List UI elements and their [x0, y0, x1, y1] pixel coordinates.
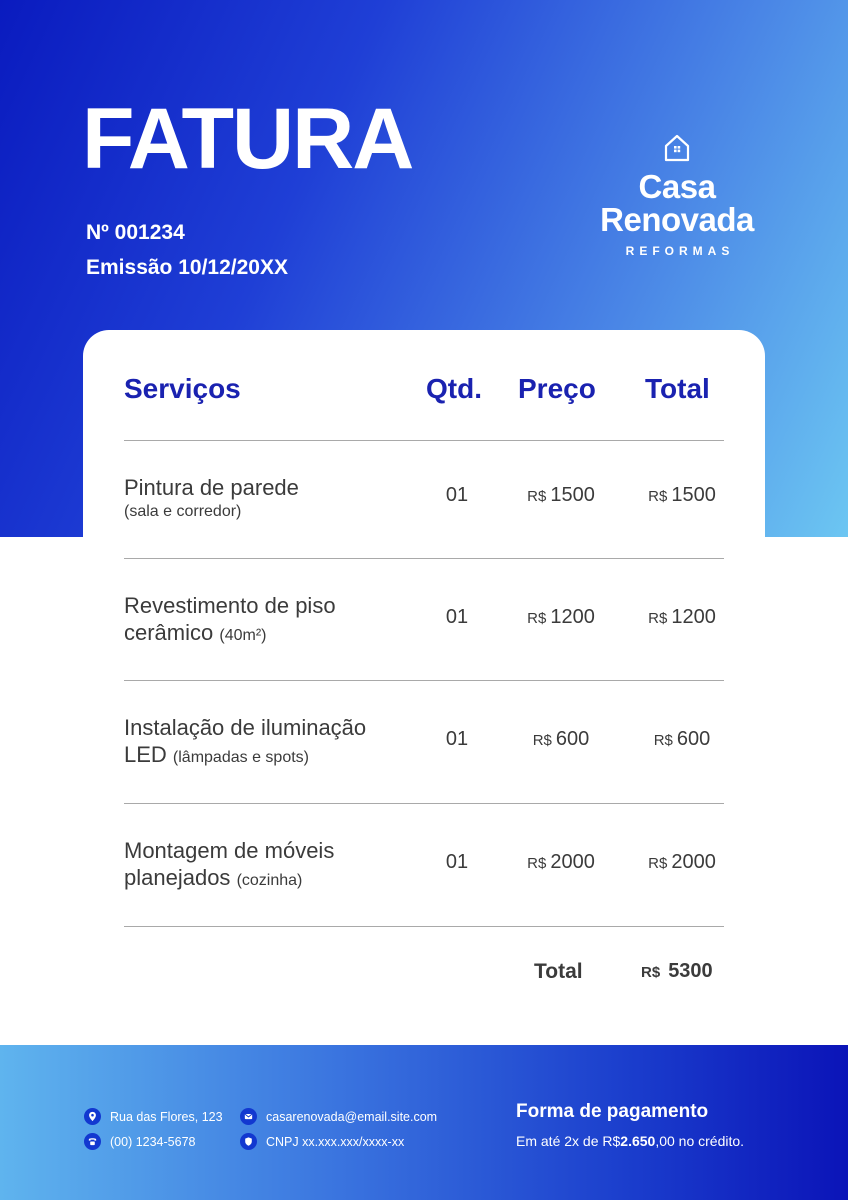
- service-qty: 01: [445, 484, 469, 506]
- service-qty: 01: [445, 606, 469, 628]
- brand-name-line2: Renovada: [600, 201, 754, 238]
- address-text: Rua das Flores, 123: [110, 1109, 223, 1124]
- table-divider: [124, 926, 724, 927]
- payment-prefix: Em até 2x de R$: [516, 1133, 621, 1149]
- table-divider: [124, 558, 724, 559]
- table-divider: [124, 803, 724, 804]
- currency-symbol: R$: [641, 964, 661, 981]
- service-price-value: 1200: [550, 606, 595, 628]
- service-total: [622, 851, 742, 874]
- service-price: [500, 484, 622, 507]
- service-name-line2: LED: [124, 742, 167, 767]
- service-name-line1: Instalação de iluminação: [124, 715, 367, 740]
- location-pin-icon: [84, 1108, 101, 1125]
- invoice-title: FATURA: [82, 91, 413, 187]
- phone-icon: [84, 1133, 101, 1150]
- currency-symbol: R$: [527, 488, 547, 505]
- service-total-value: 2000: [671, 851, 716, 873]
- service-price-value: 2000: [550, 851, 595, 873]
- currency-symbol: R$: [532, 732, 552, 749]
- phone-text: (00) 1234-5678: [110, 1134, 196, 1149]
- shield-icon: [240, 1133, 257, 1150]
- service-name-line1: Revestimento de piso: [124, 593, 336, 618]
- currency-symbol: R$: [527, 855, 547, 872]
- service-note: (cozinha): [236, 872, 303, 889]
- service-description: [124, 592, 414, 649]
- grand-total-amount: 5300: [668, 960, 713, 982]
- column-header-services: Serviços: [124, 373, 241, 404]
- payment-terms: [516, 1133, 744, 1149]
- currency-symbol: R$: [648, 855, 668, 872]
- service-qty: 01: [445, 728, 469, 750]
- table-divider: [124, 440, 724, 441]
- service-description: [124, 474, 414, 523]
- column-header-qty: Qtd.: [426, 373, 482, 404]
- service-name-line2: cerâmico: [124, 620, 214, 645]
- invoice-issue-date: Emissão 10/12/20XX: [86, 256, 288, 279]
- company-logo: [586, 132, 768, 258]
- column-header-price: Preço: [518, 373, 596, 404]
- service-qty: 01: [445, 851, 469, 873]
- table-row: [0, 714, 848, 804]
- service-name: Pintura de parede: [124, 475, 299, 500]
- service-note: (40m²): [219, 627, 267, 644]
- contact-cnpj: [240, 1133, 404, 1150]
- table-row: [0, 474, 848, 564]
- email-icon: [240, 1108, 257, 1125]
- service-name-line1: Montagem de móveis: [124, 838, 335, 863]
- service-price: [500, 728, 622, 751]
- contact-email: [240, 1108, 437, 1125]
- house-icon: [661, 132, 693, 164]
- currency-symbol: R$: [653, 732, 673, 749]
- service-total: [622, 484, 742, 507]
- table-row: [0, 837, 848, 927]
- currency-symbol: R$: [648, 488, 668, 505]
- brand-tagline: REFORMAS: [625, 244, 735, 258]
- service-total-value: 1200: [671, 606, 716, 628]
- service-note: (sala e corredor): [124, 503, 242, 520]
- service-description: [124, 837, 414, 894]
- payment-amount: 2.650: [620, 1133, 656, 1149]
- currency-symbol: R$: [648, 610, 668, 627]
- service-total: [622, 606, 742, 629]
- currency-symbol: R$: [527, 610, 547, 627]
- payment-title: Forma de pagamento: [516, 1101, 709, 1122]
- service-total-value: 600: [676, 728, 711, 750]
- service-price: [500, 851, 622, 874]
- table-row: [0, 592, 848, 682]
- service-price-value: 600: [555, 728, 590, 750]
- email-text: casarenovada@email.site.com: [266, 1109, 438, 1124]
- table-divider: [124, 680, 724, 681]
- contact-phone: [84, 1133, 195, 1150]
- grand-total-value: [641, 960, 713, 983]
- service-price: [500, 606, 622, 629]
- brand-name-line1: Casa: [638, 168, 716, 205]
- cnpj-text: CNPJ xx.xxx.xxx/xxxx-xx: [266, 1134, 405, 1149]
- service-description: [124, 714, 414, 771]
- contact-address: [84, 1108, 223, 1125]
- service-price-value: 1500: [550, 484, 595, 506]
- service-note: (lâmpadas e spots): [172, 749, 309, 766]
- service-total-value: 1500: [671, 484, 716, 506]
- service-total: [622, 728, 742, 751]
- payment-suffix: ,00 no crédito.: [655, 1133, 745, 1149]
- invoice-number: Nº 001234: [86, 221, 185, 244]
- service-name-line2: planejados: [124, 865, 231, 890]
- column-header-total: Total: [645, 373, 710, 404]
- grand-total-label: Total: [534, 960, 583, 983]
